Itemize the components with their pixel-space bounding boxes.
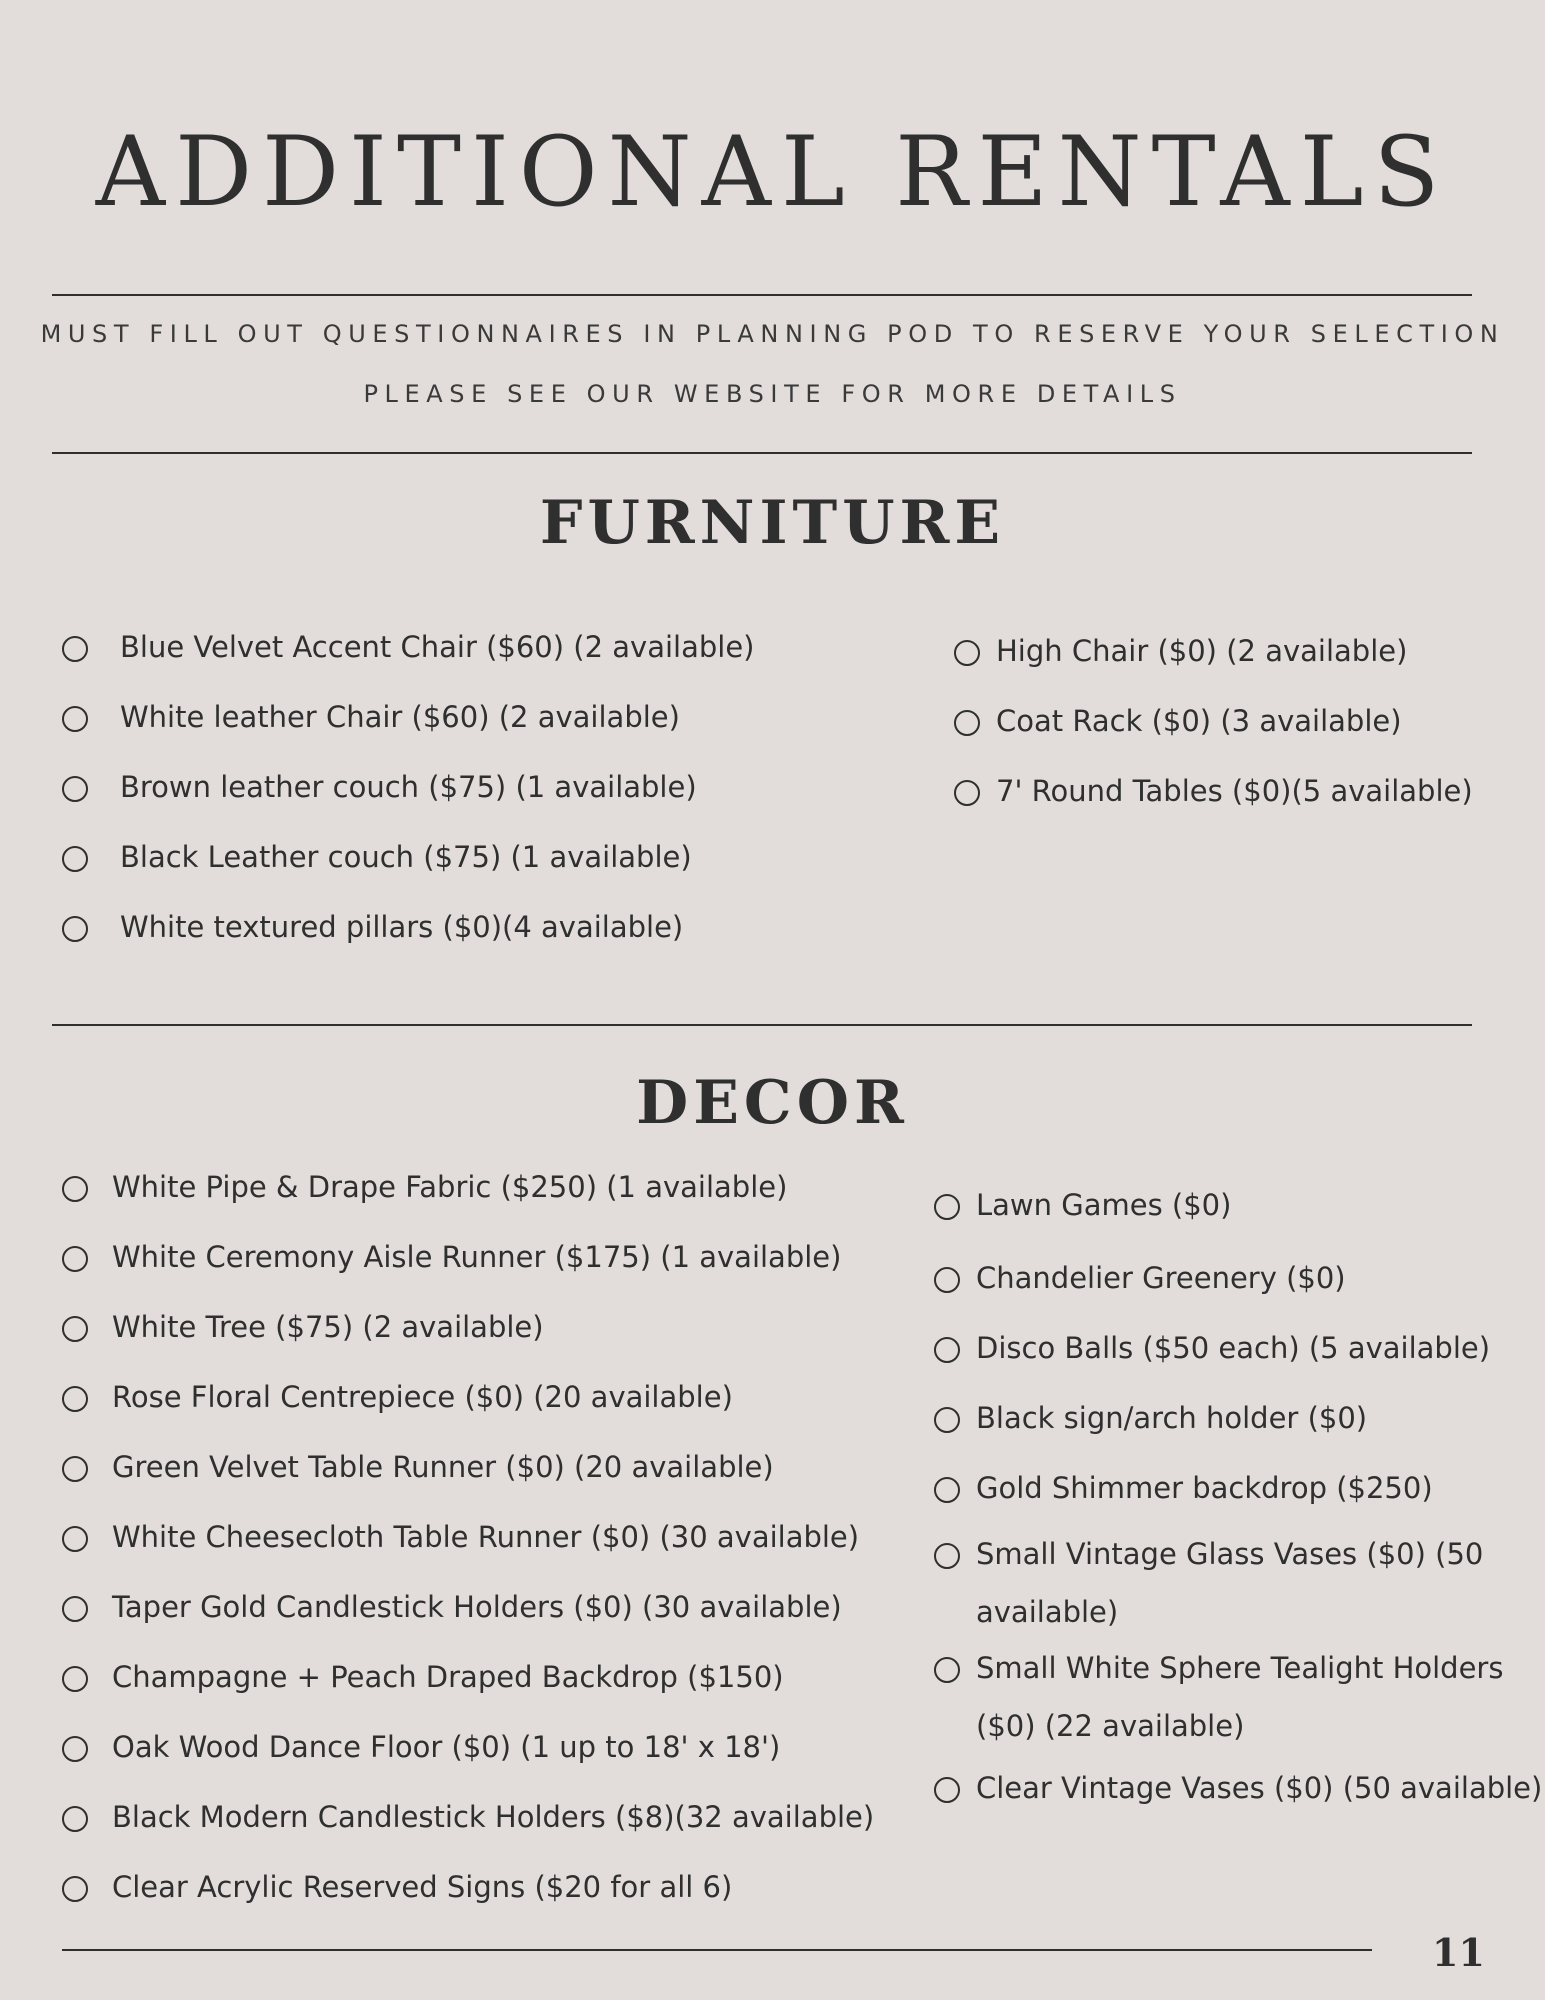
list-item	[62, 910, 755, 980]
decor-list-right	[934, 1188, 1543, 1831]
list-item	[62, 770, 755, 840]
item-label: Black Modern Candlestick Holders ($8)(32 available)	[112, 1800, 875, 1834]
furniture-heading: FURNITURE	[539, 488, 1006, 558]
checkbox-circle[interactable]	[62, 776, 88, 802]
list-item	[934, 1261, 1534, 1331]
list-item	[934, 1331, 1534, 1401]
item-label: Small Vintage Glass Vases ($0) (50 available)	[976, 1537, 1484, 1629]
divider-bottom	[62, 1949, 1372, 1951]
list-item	[62, 700, 755, 770]
item-label: Small White Sphere Tealight Holders ($0) (22 available)	[976, 1651, 1504, 1743]
checkbox-circle[interactable]	[62, 1316, 88, 1342]
list-item	[62, 1240, 874, 1310]
item-label: Lawn Games ($0)	[976, 1188, 1232, 1222]
list-item	[934, 1401, 1534, 1471]
item-label: White Ceremony Aisle Runner ($175) (1 available)	[112, 1240, 842, 1274]
list-item	[62, 630, 755, 700]
checkbox-circle[interactable]	[62, 1526, 88, 1552]
item-label: Oak Wood Dance Floor ($0) (1 up to 18' x 18')	[112, 1730, 781, 1764]
checkbox-circle[interactable]	[954, 640, 980, 666]
item-label: High Chair ($0) (2 available)	[996, 634, 1408, 668]
list-item	[62, 1380, 874, 1450]
divider-middle	[52, 1024, 1472, 1026]
item-label: Taper Gold Candlestick Holders ($0) (30 available)	[112, 1590, 842, 1624]
item-label: White Cheesecloth Table Runner ($0) (30 available)	[112, 1520, 860, 1554]
furniture-list-left	[62, 630, 755, 980]
checkbox-circle[interactable]	[62, 706, 88, 732]
item-label: Clear Acrylic Reserved Signs ($20 for all 6)	[112, 1870, 733, 1904]
list-item	[62, 1660, 874, 1730]
decor-list-left	[62, 1170, 874, 1940]
item-label: Chandelier Greenery ($0)	[976, 1261, 1346, 1295]
item-label: Black Leather couch ($75) (1 available)	[120, 840, 692, 874]
item-label: White Tree ($75) (2 available)	[112, 1310, 544, 1344]
list-item	[934, 1188, 1534, 1261]
list-item	[62, 1520, 874, 1590]
item-label: White textured pillars ($0)(4 available)	[120, 910, 684, 944]
item-label: Gold Shimmer backdrop ($250)	[976, 1471, 1433, 1505]
checkbox-circle[interactable]	[62, 1596, 88, 1622]
item-label: 7' Round Tables ($0)(5 available)	[996, 774, 1473, 808]
list-item	[934, 1651, 1534, 1771]
checkbox-circle[interactable]	[62, 846, 88, 872]
list-item	[934, 1537, 1534, 1651]
checkbox-circle[interactable]	[934, 1657, 960, 1683]
item-label: White leather Chair ($60) (2 available)	[120, 700, 680, 734]
checkbox-circle[interactable]	[934, 1337, 960, 1363]
page-title: ADDITIONAL RENTALS	[95, 116, 1450, 228]
item-label: Clear Vintage Vases ($0) (50 available)	[976, 1771, 1543, 1805]
checkbox-circle[interactable]	[62, 1736, 88, 1762]
item-label: Brown leather couch ($75) (1 available)	[120, 770, 697, 804]
checkbox-circle[interactable]	[934, 1543, 960, 1569]
divider-top	[52, 294, 1472, 296]
list-item	[62, 1170, 874, 1240]
checkbox-circle[interactable]	[62, 1246, 88, 1272]
list-item	[62, 1870, 874, 1940]
notice-line-2: PLEASE SEE OUR WEBSITE FOR MORE DETAILS	[363, 380, 1182, 408]
list-item	[62, 1450, 874, 1520]
checkbox-circle[interactable]	[62, 916, 88, 942]
furniture-list-right	[954, 634, 1473, 844]
list-item	[954, 774, 1473, 844]
checkbox-circle[interactable]	[62, 636, 88, 662]
list-item	[62, 1800, 874, 1870]
list-item	[62, 1730, 874, 1800]
checkbox-circle[interactable]	[934, 1194, 960, 1220]
list-item	[62, 1590, 874, 1660]
checkbox-circle[interactable]	[934, 1267, 960, 1293]
list-item	[954, 704, 1473, 774]
divider-under-notice	[52, 452, 1472, 454]
checkbox-circle[interactable]	[954, 710, 980, 736]
list-item	[62, 840, 755, 910]
notice-line-1: MUST FILL OUT QUESTIONNAIRES IN PLANNING POD TO RESERVE YOUR SELECTION	[40, 320, 1505, 348]
item-label: Coat Rack ($0) (3 available)	[996, 704, 1402, 738]
item-label: White Pipe & Drape Fabric ($250) (1 available)	[112, 1170, 788, 1204]
checkbox-circle[interactable]	[934, 1777, 960, 1803]
list-item	[954, 634, 1473, 704]
checkbox-circle[interactable]	[62, 1806, 88, 1832]
list-item	[62, 1310, 874, 1380]
checkbox-circle[interactable]	[62, 1456, 88, 1482]
item-label: Blue Velvet Accent Chair ($60) (2 available)	[120, 630, 755, 664]
item-label: Disco Balls ($50 each) (5 available)	[976, 1331, 1491, 1365]
item-label: Green Velvet Table Runner ($0) (20 available)	[112, 1450, 774, 1484]
item-label: Rose Floral Centrepiece ($0) (20 available)	[112, 1380, 733, 1414]
item-label: Black sign/arch holder ($0)	[976, 1401, 1368, 1435]
checkbox-circle[interactable]	[62, 1176, 88, 1202]
page-number: 11	[1432, 1930, 1485, 1975]
checkbox-circle[interactable]	[62, 1386, 88, 1412]
list-item	[934, 1771, 1543, 1831]
checkbox-circle[interactable]	[62, 1666, 88, 1692]
checkbox-circle[interactable]	[62, 1876, 88, 1902]
checkbox-circle[interactable]	[934, 1477, 960, 1503]
decor-heading: DECOR	[636, 1068, 909, 1138]
checkbox-circle[interactable]	[954, 780, 980, 806]
checkbox-circle[interactable]	[934, 1407, 960, 1433]
item-label: Champagne + Peach Draped Backdrop ($150)	[112, 1660, 784, 1694]
